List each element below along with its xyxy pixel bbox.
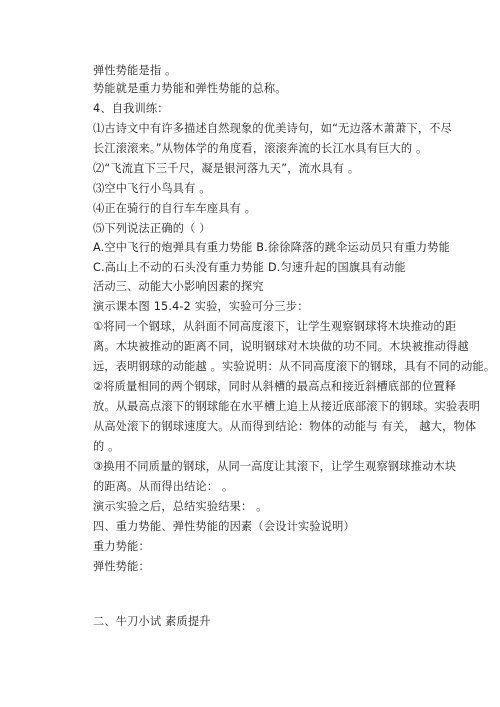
text-line: 活动三、动能大小影响因素的探究 (93, 280, 264, 293)
text-line: 势能就是重力势能和弹性势能的总称。 (93, 82, 287, 95)
text-line: 从高处滚下的钢球速度大。从而得到结论：物体的动能与 有关， 越大，物体 (93, 420, 477, 433)
text-line: ①将同一个钢球，从斜面不同高度滚下，让学生观察钢球将木块推动的距 (93, 320, 457, 333)
text-line: C.高山上不动的石头没有重力势能 D.匀速升起的国旗具有动能 (93, 261, 406, 274)
text-line: ⑷正在骑行的自行车车座具有 。 (93, 202, 257, 215)
text-line: 演示实验之后，总结实验结果： 。 (93, 500, 268, 513)
text-line: 的 。 (93, 440, 120, 453)
text-line: ⑵“飞流直下三千尺，凝是银河落九天”，流水具有 。 (93, 162, 360, 175)
text-line: ③换用不同质量的钢球，从同一高度让其滚下，让学生观察钢球推动木块 (93, 460, 457, 473)
text-line: 放。从最高点滚下的钢球能在水平槽上追上从接近底部滚下的钢球。实验表明 (93, 400, 481, 413)
text-line: ⑸下列说法正确的（ ） (93, 222, 211, 235)
text-line: ⑴古诗文中有许多描述自然现象的优美诗句，如“无边落木萧萧下，不尽 (93, 122, 453, 135)
text-line: 四、重力势能、弹性势能的因素（会设计实验说明） (93, 520, 355, 533)
text-line: 弹性势能是指 。 (93, 64, 177, 77)
text-line: 4、自我训练： (93, 102, 169, 115)
text-line: 弹性势能： (93, 560, 150, 573)
text-line: ⑶空中飞行小鸟具有 。 (93, 182, 211, 195)
text-line: 离。木块被推动的距离不同，说明钢球对木块做的功不同。木块被推动得越 (93, 340, 469, 353)
section-heading: 二、牛刀小试 素质提升 (93, 615, 211, 628)
text-line: 的距离。从而得出结论： 。 (93, 480, 234, 493)
text-line: 演示课本图 15.4-2 实验，实验可分三步： (93, 300, 309, 313)
text-line: 远，表明钢球的动能越 。实验说明：从不同高度滚下的钢球，具有不同的动能。 (93, 360, 496, 373)
text-line: ②将质量相同的两个钢球，同时从斜槽的最高点和接近斜槽底部的位置释 (93, 380, 457, 393)
text-line: 重力势能： (93, 540, 150, 553)
text-line: A.空中飞行的炮弹具有重力势能 B.徐徐降落的跳伞运动员只有重力势能 (93, 241, 451, 254)
text-line: 长江滚滚来。”从物体学的角度看，滚滚奔流的长江水具有巨大的 。 (93, 142, 428, 155)
